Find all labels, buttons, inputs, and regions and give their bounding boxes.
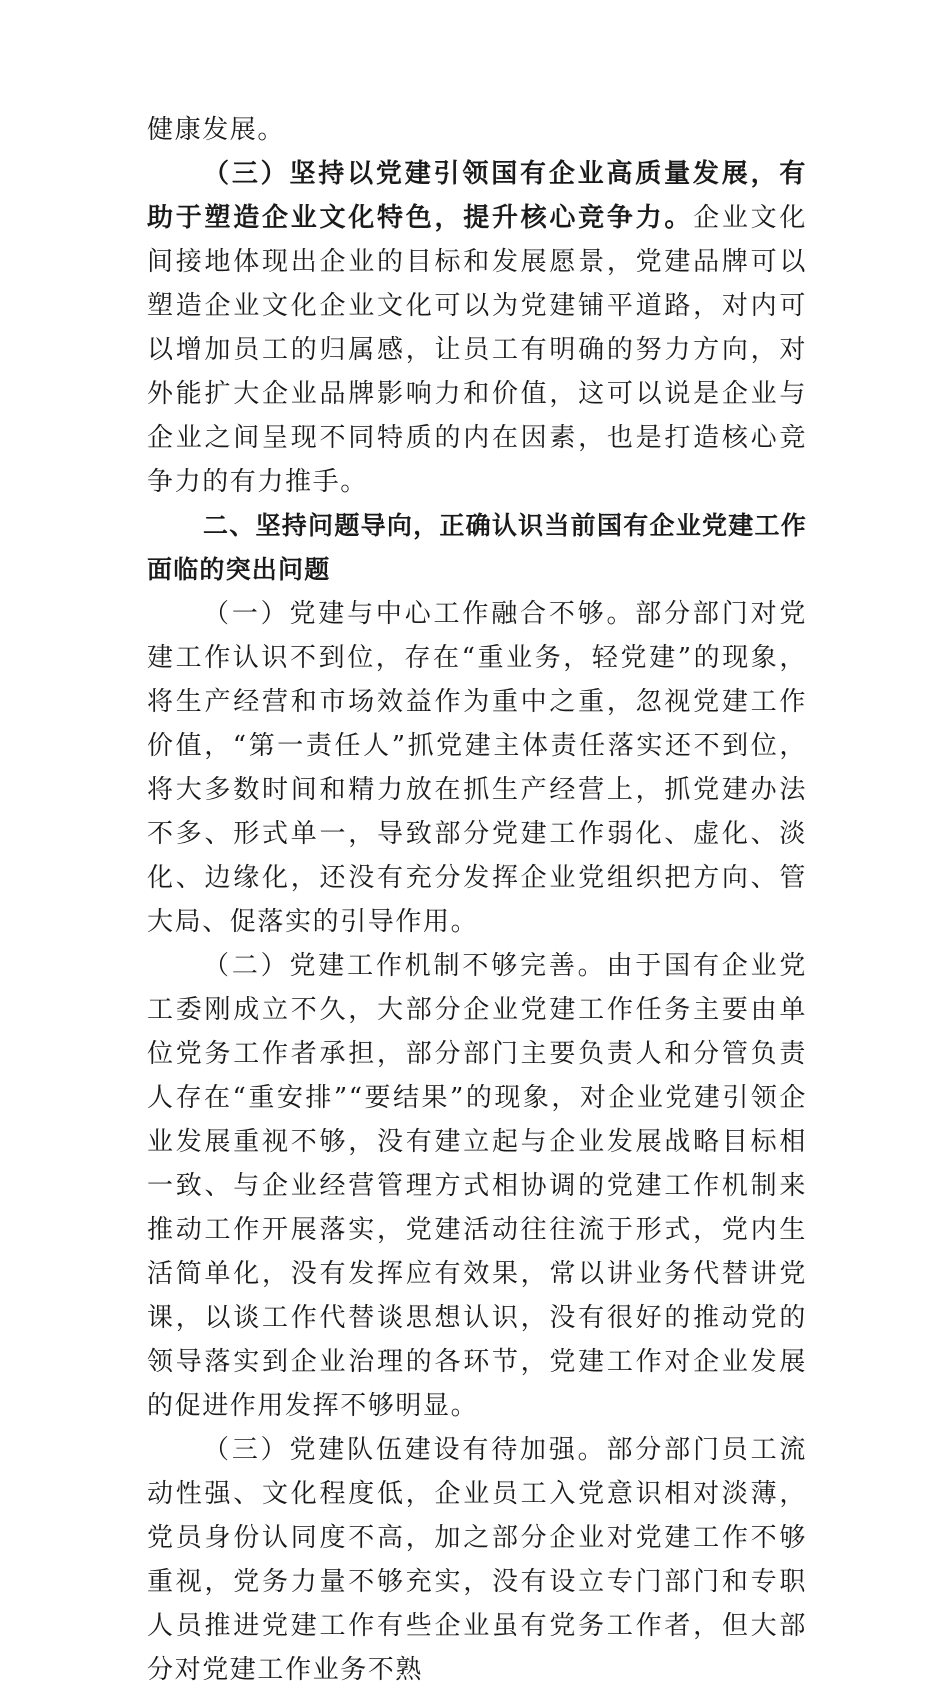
paragraph-text: 企业文化间接地体现出企业的目标和发展愿景，党建品牌可以塑造企业文化企业文化可以为党建铺平道路，对内可以增加员工的归属感，让员工有明确的努力方向，对外能扩大企业品牌影响力和价值，这可以说是企业与企业之间呈现不同特质的内在因素，也是打造核心竞争力的有力推手。 bbox=[147, 203, 807, 497]
section-heading: 二、坚持问题导向，正确认识当前国有企业党建工作面临的突出问题 bbox=[147, 511, 807, 584]
problem-paragraph-2 bbox=[147, 944, 807, 1428]
document-body bbox=[147, 108, 807, 1692]
problem-text: 部分部门对党建工作认识不到位，存在“重业务，轻党建”的现象，将生产经营和市场效益作为重中之重，忽视党建工作价值，“第一责任人”抓党建主体责任落实还不到位，将大多数时间和精力放在抓生产经营上，抓党建办法不多、形式单一，导致部分党建工作弱化、虚化、淡化、边缘化，还没有充分发挥企业党组织把方向、管大局、促落实的引导作用。 bbox=[147, 599, 807, 937]
problem-lead: （三）党建队伍建设有待加强。 bbox=[203, 1435, 607, 1465]
problem-paragraph-1 bbox=[147, 592, 807, 944]
problem-text: 由于国有企业党工委刚成立不久，大部分企业党建工作任务主要由单位党务工作者承担，部分部门主要负责人和分管负责人存在“重安排”“要结果”的现象，对企业党建引领企业发展重视不够，没有建立起与企业发展战略目标相一致、与企业经营管理方式相协调的党建工作机制来推动工作开展落实，党建活动往往流于形式，党内生活简单化，没有发挥应有效果，常以讲业务代替讲党课，以谈工作代替谈思想认识，没有很好的推动党的领导落实到企业治理的各环节，党建工作对企业发展的促进作用发挥不够明显。 bbox=[147, 951, 808, 1421]
paragraph-culture bbox=[147, 152, 807, 504]
problem-lead: （一）党建与中心工作融合不够。 bbox=[203, 599, 636, 629]
problem-lead: （二）党建工作机制不够完善。 bbox=[203, 951, 607, 981]
paragraph-continuation bbox=[147, 108, 807, 152]
problem-text: 部分部门员工流动性强、文化程度低，企业员工入党意识相对淡薄，党员身份认同度不高，加之部分企业对党建工作不够重视，党务力量不够充实，没有设立专门部门和专职人员推进党建工作有些企业虽有党务工作者，但大部分对党建工作业务不熟 bbox=[147, 1435, 808, 1685]
problem-paragraph-3 bbox=[147, 1428, 807, 1692]
paragraph-lead: （三）坚持以党建引领国有企业高质量发展，有助于塑造企业文化特色，提升核心竞争力。 bbox=[147, 159, 807, 233]
paragraph-text: 健康发展。 bbox=[147, 115, 286, 145]
